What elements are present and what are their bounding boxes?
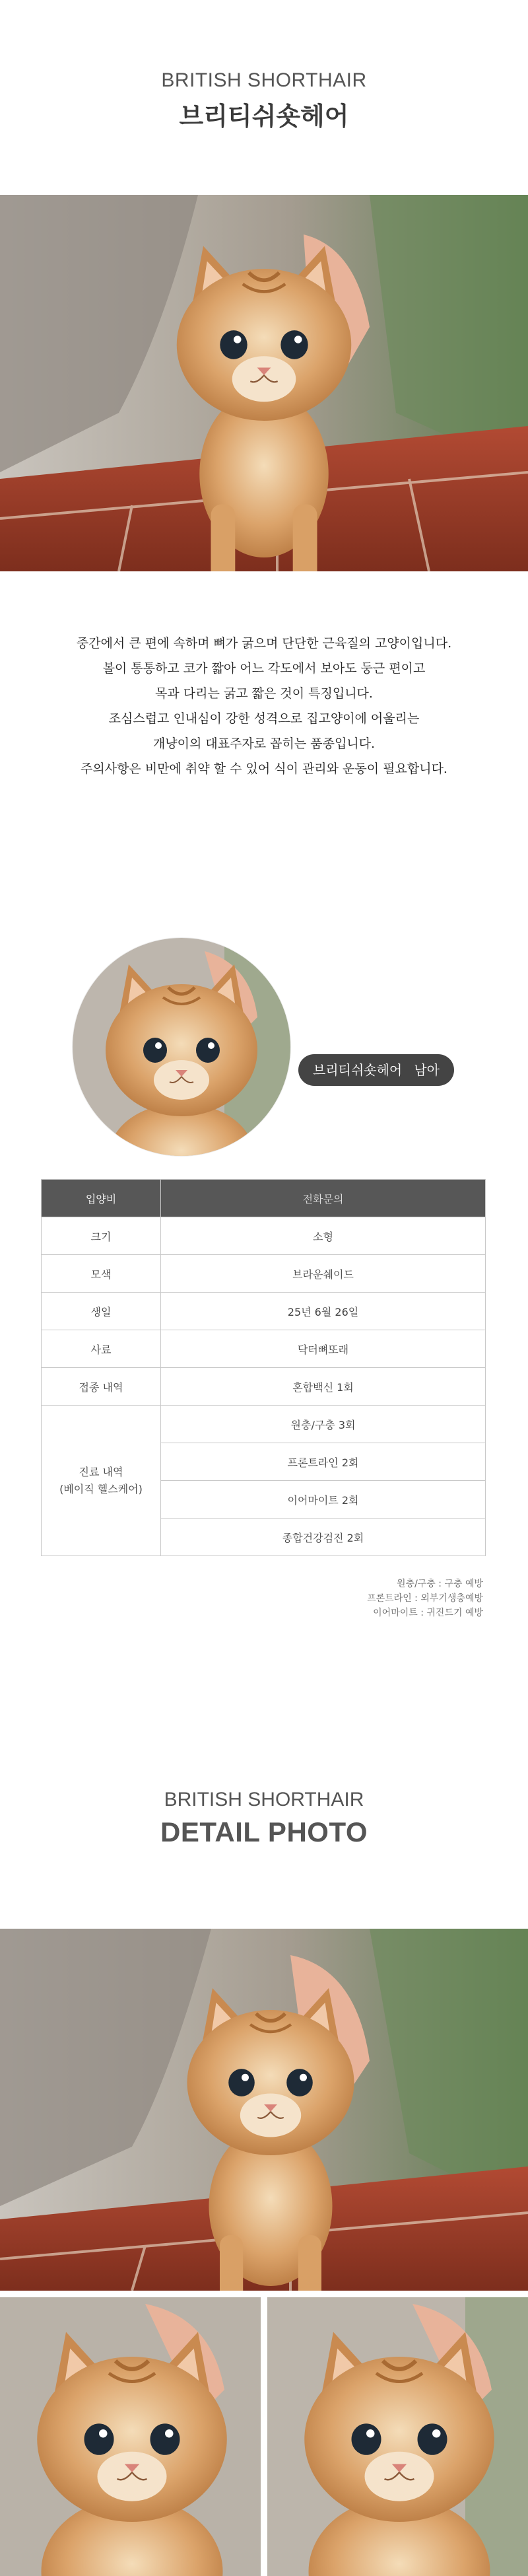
row-value: 25년 6월 26일 <box>161 1293 486 1330</box>
row-value: 닥터뼈또래 <box>161 1330 486 1368</box>
kitten-info-table <box>41 1179 486 1556</box>
description-line: 목과 다리는 굵고 짧은 것이 특징입니다. <box>155 686 373 701</box>
kitten-avatar <box>73 938 290 1156</box>
price-value: 전화문의 <box>161 1180 486 1217</box>
table-row <box>42 1330 486 1368</box>
note-line: 원충/구충 : 구충 예방 <box>397 1579 483 1589</box>
care-value: 이어마이트 2회 <box>161 1481 486 1519</box>
table-row <box>42 1217 486 1255</box>
hero-kitten-photo <box>0 195 528 571</box>
row-label: 모색 <box>42 1255 161 1293</box>
table-header-row <box>42 1180 486 1217</box>
table-row <box>42 1368 486 1406</box>
care-label-line: 진료 내역 <box>79 1465 123 1478</box>
description-line: 조심스럽고 인내심이 강한 성격으로 집고양이에 어울리는 <box>108 711 420 726</box>
care-label <box>42 1406 161 1556</box>
description-line: 볼이 통통하고 코가 짧아 어느 각도에서 보아도 둥근 편이고 <box>102 661 426 676</box>
price-label: 입양비 <box>42 1180 161 1217</box>
care-value: 프론트라인 2회 <box>161 1443 486 1481</box>
care-label-line: (베이직 헬스케어) <box>59 1482 143 1495</box>
detail-subtitle: BRITISH SHORTHAIR <box>164 1789 364 1810</box>
note-line: 이어마이트 : 귀진드기 예방 <box>373 1608 483 1618</box>
detail-title: DETAIL PHOTO <box>160 1816 368 1847</box>
row-label: 생일 <box>42 1293 161 1330</box>
care-value: 원충/구충 3회 <box>161 1406 486 1443</box>
detail-photo-left <box>0 2297 261 2576</box>
description-line: 개냥이의 대표주자로 꼽히는 품종입니다. <box>152 736 376 751</box>
detail-photo-right <box>267 2297 528 2576</box>
row-label: 접종 내역 <box>42 1368 161 1406</box>
row-value: 혼합백신 1회 <box>161 1368 486 1406</box>
note-line: 프론트라인 : 외부기생충예방 <box>367 1593 483 1604</box>
header-title: 브리티쉬숏헤어 <box>179 102 349 131</box>
detail-photo-main <box>0 1929 528 2291</box>
table-row <box>42 1293 486 1330</box>
breed-description <box>0 631 528 781</box>
row-value: 소형 <box>161 1217 486 1255</box>
breed-name: 브리티쉬숏헤어 <box>313 1062 403 1078</box>
breed-sex-badge <box>298 1054 454 1086</box>
table-row <box>42 1406 486 1443</box>
care-value: 종합건강검진 2회 <box>161 1519 486 1556</box>
row-label: 크기 <box>42 1217 161 1255</box>
care-notes <box>367 1577 483 1620</box>
table-row <box>42 1255 486 1293</box>
header-subtitle: BRITISH SHORTHAIR <box>161 69 367 91</box>
row-label: 사료 <box>42 1330 161 1368</box>
row-value: 브라운쉐이드 <box>161 1255 486 1293</box>
sex-label: 남아 <box>414 1062 440 1078</box>
description-line: 중간에서 큰 편에 속하며 뼈가 굵으며 단단한 근육질의 고양이입니다. <box>76 636 452 651</box>
description-line: 주의사항은 비만에 취약 할 수 있어 식이 관리와 운동이 필요합니다. <box>81 762 447 776</box>
